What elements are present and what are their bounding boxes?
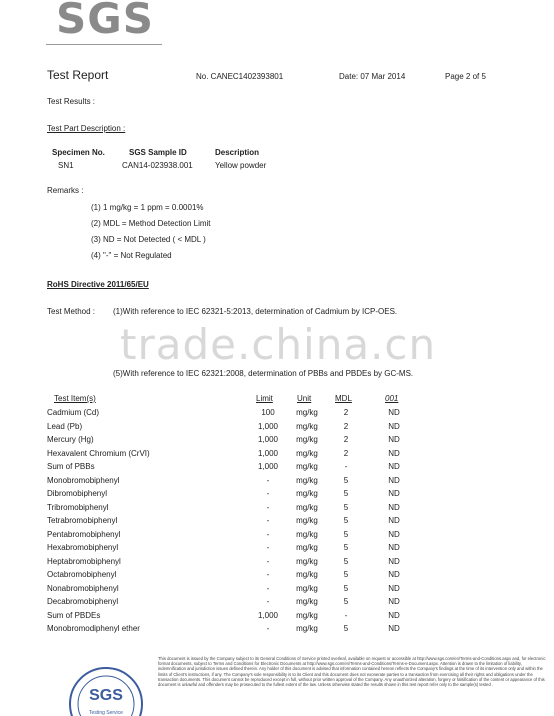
row-unit: mg/kg bbox=[296, 516, 318, 525]
row-unit: mg/kg bbox=[296, 489, 318, 498]
report-number: No. CANEC1402393801 bbox=[196, 72, 284, 81]
table-row bbox=[0, 570, 554, 582]
row-mdl: 5 bbox=[343, 597, 349, 606]
row-unit: mg/kg bbox=[296, 529, 318, 539]
row-limit: 1,000 bbox=[257, 610, 279, 620]
row-mdl: 2 bbox=[343, 421, 349, 431]
sgs-seal bbox=[56, 652, 156, 716]
row-unit: mg/kg bbox=[296, 421, 318, 431]
header-test-items: Test Item(s) bbox=[54, 394, 96, 403]
description-value: Yellow powder bbox=[215, 161, 267, 170]
sgs-logo bbox=[46, 0, 160, 44]
row-mdl: 5 bbox=[343, 475, 349, 485]
row-limit: 1,000 bbox=[257, 421, 279, 431]
row-limit: 1,000 bbox=[257, 435, 279, 444]
footer-disclaimer: This document is issued by the Company subject to its General Conditions of Service printed overleaf, available on request or accessible at http://www.sgs.com/en/Terms-and-Conditions.aspx and, for electronic format documents, subject to Terms and Conditions for Electronic Documents at http://www.sgs.com/en/Terms-and-Conditions/Terms-e-Document.aspx. Attention is drawn to the limitation of liability, indemnification and jurisdiction issues defined therein. Any holder of this document is advised that information contained hereon reflects the Company's findings at the time of its intervention only and within the limits of Client's instructions, if any. The Company's sole responsibility is to its Client and this document does not exonerate parties to a transaction from exercising all their rights and obligations under the transaction documents. This document cannot be reproduced except in full, without prior written approval of the Company. Any unauthorized alteration, forgery or falsification of the content or appearance of this document is unlawful and offenders may be prosecuted to the fullest extent of the law. Unless otherwise stated the results shown in this test report refer only to the sample(s) tested . bbox=[158, 656, 546, 688]
table-row bbox=[0, 489, 554, 501]
table-row bbox=[0, 584, 554, 596]
row-limit: - bbox=[266, 556, 270, 566]
specimen-no-value: SN1 bbox=[58, 161, 74, 170]
row-result: ND bbox=[388, 489, 400, 498]
row-mdl: 2 bbox=[343, 448, 349, 458]
row-result: ND bbox=[388, 556, 400, 566]
row-result: ND bbox=[388, 435, 400, 444]
row-mdl: 5 bbox=[343, 516, 349, 525]
row-result: ND bbox=[388, 421, 400, 431]
row-mdl: - bbox=[344, 610, 348, 620]
row-limit: 1,000 bbox=[257, 462, 279, 471]
row-result: ND bbox=[388, 475, 400, 485]
table-row bbox=[0, 530, 554, 542]
row-unit: mg/kg bbox=[296, 408, 318, 417]
row-test-item: Cadmium (Cd) bbox=[47, 408, 100, 417]
directive-heading: RoHS Directive 2011/65/EU bbox=[47, 280, 149, 289]
row-unit: mg/kg bbox=[296, 610, 318, 620]
row-limit: - bbox=[266, 543, 270, 552]
col-description: Description bbox=[215, 148, 260, 157]
row-mdl: 5 bbox=[343, 543, 349, 552]
row-test-item: Hexabromobiphenyl bbox=[47, 543, 119, 552]
row-limit: - bbox=[266, 529, 270, 539]
header-unit: Unit bbox=[297, 394, 312, 403]
sgs-logo-text: SGS bbox=[56, 0, 154, 43]
table-row bbox=[0, 503, 554, 515]
table-row bbox=[0, 476, 554, 488]
remark-item: (2) MDL = Method Detection Limit bbox=[91, 219, 211, 228]
row-test-item: Decabromobiphenyl bbox=[47, 597, 119, 606]
row-unit: mg/kg bbox=[296, 583, 318, 593]
row-unit: mg/kg bbox=[296, 597, 318, 606]
row-unit: mg/kg bbox=[296, 448, 318, 458]
remark-item: (4) "-" = Not Regulated bbox=[91, 251, 172, 260]
row-mdl: 2 bbox=[343, 408, 349, 417]
test-results-label: Test Results : bbox=[47, 97, 96, 106]
row-result: ND bbox=[388, 597, 400, 606]
seal-text: SGS bbox=[89, 687, 123, 704]
row-mdl: - bbox=[344, 462, 348, 471]
row-limit: 1,000 bbox=[257, 448, 279, 458]
row-test-item: Octabromobiphenyl bbox=[47, 570, 117, 579]
row-mdl: 5 bbox=[343, 529, 349, 539]
row-test-item: Lead (Pb) bbox=[47, 421, 83, 431]
row-unit: mg/kg bbox=[296, 570, 318, 579]
row-test-item: Nonabromobiphenyl bbox=[47, 583, 119, 593]
row-limit: - bbox=[266, 475, 270, 485]
table-row bbox=[0, 543, 554, 555]
test-method-label: Test Method : bbox=[47, 307, 96, 316]
table-row bbox=[0, 462, 554, 474]
row-unit: mg/kg bbox=[296, 543, 318, 552]
remark-item: (1) 1 mg/kg = 1 ppm = 0.0001% bbox=[91, 203, 204, 212]
row-result: ND bbox=[388, 462, 400, 471]
row-mdl: 5 bbox=[343, 570, 349, 579]
row-test-item: Dibromobiphenyl bbox=[47, 489, 108, 498]
report-date: Date: 07 Mar 2014 bbox=[339, 72, 406, 81]
row-result: ND bbox=[388, 543, 400, 552]
header-limit: Limit bbox=[256, 394, 273, 403]
row-test-item: Sum of PBDEs bbox=[47, 610, 101, 620]
row-limit: - bbox=[266, 489, 270, 498]
part-description-heading: Test Part Description : bbox=[47, 124, 126, 133]
row-limit: - bbox=[266, 570, 270, 579]
row-mdl: 5 bbox=[343, 489, 349, 498]
row-result: ND bbox=[388, 448, 400, 458]
row-unit: mg/kg bbox=[296, 435, 318, 444]
row-test-item: Mercury (Hg) bbox=[47, 435, 94, 444]
row-test-item: Tetrabromobiphenyl bbox=[47, 516, 118, 525]
row-test-item: Monobromodiphenyl ether bbox=[47, 624, 140, 633]
row-test-item: Tribromobiphenyl bbox=[47, 502, 109, 512]
row-test-item: Pentabromobiphenyl bbox=[47, 529, 121, 539]
header-mdl: MDL bbox=[335, 394, 352, 403]
row-limit: - bbox=[266, 597, 270, 606]
table-row bbox=[0, 422, 554, 434]
row-unit: mg/kg bbox=[296, 462, 318, 471]
row-mdl: 5 bbox=[343, 624, 349, 633]
seal-caption: Testing Service bbox=[89, 710, 123, 716]
watermark: trade.china.cn bbox=[120, 320, 437, 369]
row-limit: 100 bbox=[261, 408, 275, 417]
row-result: ND bbox=[388, 529, 400, 539]
row-unit: mg/kg bbox=[296, 556, 318, 566]
row-test-item: Monobromobiphenyl bbox=[47, 475, 120, 485]
row-limit: - bbox=[266, 502, 270, 512]
table-row bbox=[0, 597, 554, 609]
test-method-line-1: (1)With reference to IEC 62321-5:2013, determination of Cadmium by ICP-OES. bbox=[113, 307, 398, 316]
table-row bbox=[0, 557, 554, 569]
page-title: Test Report bbox=[47, 68, 109, 82]
page-number: Page 2 of 5 bbox=[445, 72, 486, 81]
row-result: ND bbox=[388, 502, 400, 512]
row-mdl: 2 bbox=[343, 435, 349, 444]
row-result: ND bbox=[388, 516, 400, 525]
row-result: ND bbox=[388, 408, 400, 417]
table-row bbox=[0, 624, 554, 636]
sample-id-value: CAN14-023938.001 bbox=[122, 161, 193, 170]
row-result: ND bbox=[388, 624, 400, 633]
col-specimen-no: Specimen No. bbox=[52, 148, 105, 157]
table-row bbox=[0, 516, 554, 528]
row-unit: mg/kg bbox=[296, 502, 318, 512]
row-test-item: Hexavalent Chromium (CrVI) bbox=[47, 448, 150, 458]
row-limit: - bbox=[266, 624, 270, 633]
col-sample-id: SGS Sample ID bbox=[129, 148, 187, 157]
table-row bbox=[0, 408, 554, 420]
table-row bbox=[0, 449, 554, 461]
row-test-item: Sum of PBBs bbox=[47, 462, 95, 471]
table-row bbox=[0, 435, 554, 447]
row-result: ND bbox=[388, 583, 400, 593]
row-test-item: Heptabromobiphenyl bbox=[47, 556, 121, 566]
row-mdl: 5 bbox=[343, 583, 349, 593]
header-sample-001: 001 bbox=[385, 394, 399, 403]
table-row bbox=[0, 611, 554, 623]
row-mdl: 5 bbox=[343, 502, 349, 512]
row-result: ND bbox=[388, 570, 400, 579]
row-result: ND bbox=[388, 610, 400, 620]
row-limit: - bbox=[266, 583, 270, 593]
logo-underline bbox=[46, 44, 162, 45]
row-mdl: 5 bbox=[343, 556, 349, 566]
remarks-label: Remarks : bbox=[47, 186, 84, 195]
test-method-line-5: (5)With reference to IEC 62321:2008, determination of PBBs and PBDEs by GC-MS. bbox=[113, 369, 414, 378]
remark-item: (3) ND = Not Detected ( < MDL ) bbox=[91, 235, 206, 244]
row-limit: - bbox=[266, 516, 270, 525]
row-unit: mg/kg bbox=[296, 475, 318, 485]
row-unit: mg/kg bbox=[296, 624, 318, 633]
